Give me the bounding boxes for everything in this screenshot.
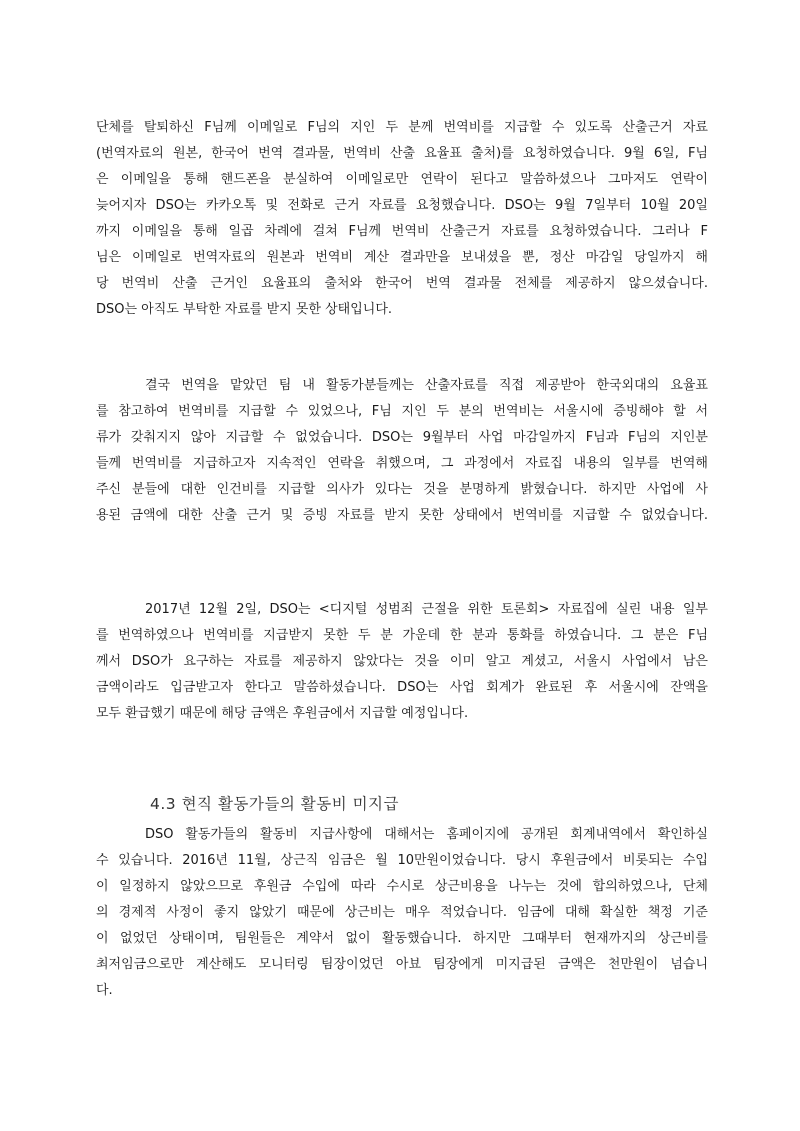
text-line: DSO 활동가들의 활동비 지급사항에 대해서는 홈페이지에 공개된 회계내역에서 확인하실 (145, 827, 708, 842)
text-line: 를 번역하였으나 번역비를 지급받지 못한 두 분 가운데 한 분과 통화를 하였습니다. 그 분은 F님 (96, 628, 708, 643)
text-line: 이 없었던 상태이며, 팀원들은 계약서 없이 활동했습니다. 하지만 그때부터 현재까지의 상근비를 (96, 931, 708, 946)
section-heading: 4.3 현직 활동가들의 활동비 미지급 (150, 795, 400, 813)
text-line: DSO는 아직도 부탁한 자료를 받지 못한 상태입니다. (96, 302, 393, 317)
paragraph-translation-request (96, 115, 708, 323)
text-line: 은 이메일을 통해 핸드폰을 분실하여 이메일로만 연락이 된다고 말씀하셨으나 그마저도 연락이 (96, 172, 708, 187)
text-line: 용된 금액에 대한 산출 근거 및 증빙 자료를 받지 못한 상태에서 번역비를 지급할 수 없었습니다. (96, 508, 708, 523)
text-line: 주신 분들에 대한 인건비를 지급할 의사가 있다는 것을 분명하게 밝혔습니다. 하지만 사업에 사 (96, 482, 708, 497)
text-line: 늦어지자 DSO는 카카오톡 및 전화로 근거 자료를 요청했습니다. DSO는 9월 7일부터 10월 20일 (96, 198, 708, 213)
text-line: 님은 이메일로 번역자료의 원본과 번역비 계산 결과만을 보내셨을 뿐, 정산 마감일 당일까지 해 (96, 250, 708, 265)
text-line: 의 경제적 사정이 좋지 않았기 때문에 상근비는 매우 적었습니다. 임금에 대해 확실한 책정 기준 (96, 905, 708, 920)
text-line: 까지 이메일을 통해 일곱 차례에 걸쳐 F님께 번역비 산출근거 자료를 요청하였습니다. 그러나 F (96, 224, 708, 239)
text-line: 결국 번역을 맡았던 팀 내 활동가분들께는 산출자료를 직접 제공받아 한국외대의 요율표 (145, 378, 708, 393)
text-line: 당 번역비 산출 근거인 요율표의 출처와 한국어 번역 결과물 전체를 제공하지 않으셨습니다. (96, 276, 709, 291)
paragraph-translation-payment (96, 373, 708, 529)
paragraph-phone-call (96, 597, 708, 727)
text-line: 류가 갖춰지지 않아 지급할 수 없었습니다. DSO는 9월부터 사업 마감일까지 F님과 F님의 지인분 (96, 430, 708, 445)
text-line: 모두 환급했기 때문에 해당 금액은 후원금에서 지급할 예정입니다. (96, 706, 469, 721)
text-line: 최저임금으로만 계산해도 모니터링 팀장이었던 아뵤 팀장에게 미지급된 금액은 천만원이 넘습니 (96, 957, 708, 972)
text-line: 다. (96, 983, 113, 998)
text-line: 수 있습니다. 2016년 11월, 상근직 임금은 월 10만원이었습니다. 당시 후원금에서 비롯되는 수입 (96, 853, 708, 868)
text-line: 2017년 12월 2일, DSO는 <디지털 성범죄 근절을 위한 토론회> 자료집에 실린 내용 일부 (145, 602, 708, 617)
text-line: 금액이라도 입금받고자 한다고 말씀하셨습니다. DSO는 사업 회계가 완료된 후 서울시에 잔액을 (96, 680, 708, 695)
paragraph-activity-pay (96, 822, 708, 1004)
text-line: (번역자료의 원본, 한국어 번역 결과물, 번역비 산출 요율표 출처)를 요청하였습니다. 9월 6일, F님 (96, 146, 708, 161)
text-line: 께서 DSO가 요구하는 자료를 제공하지 않았다는 것을 이미 알고 계셨고, 서울시 사업에서 남은 (96, 654, 708, 669)
text-line: 를 참고하여 번역비를 지급할 수 있었으나, F님 지인 두 분의 번역비는 서울시에 증빙해야 할 서 (96, 404, 708, 419)
text-line: 들께 번역비를 지급하고자 지속적인 연락을 취했으며, 그 과정에서 자료집 내용의 일부를 번역해 (96, 456, 708, 471)
text-line: 단체를 탈퇴하신 F님께 이메일로 F님의 지인 두 분께 번역비를 지급할 수 있도록 산출근거 자료 (96, 120, 708, 135)
text-line: 이 일정하지 않았으므로 후원금 수입에 따라 수시로 상근비용을 나누는 것에 합의하였으나, 단체 (96, 879, 708, 894)
